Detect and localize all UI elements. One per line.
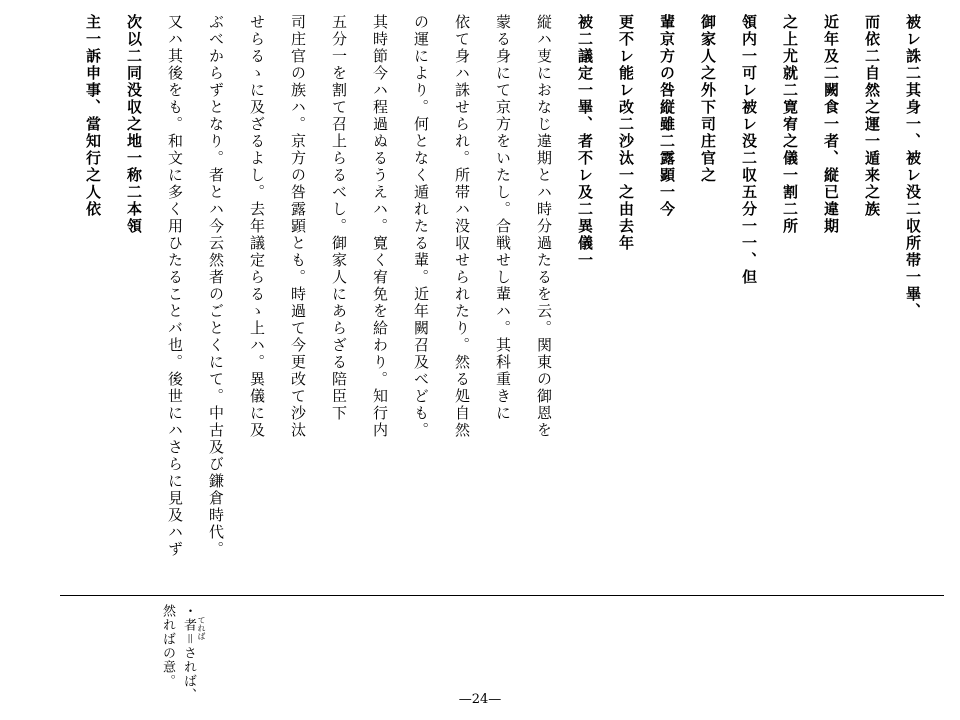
- commentary-line: せらるゝに及ざるよし。去年議定らるゝ上ハ。異儀に及: [248, 14, 266, 439]
- commentary-line: 五分一を割て召上らるべし。御家人にあらざる陪臣下: [330, 14, 348, 422]
- commentary-line: 蒙る身にて京方をいたし。合戦せし輩ハ。其科重きに: [494, 14, 512, 422]
- text-line: 近年及二闕食一者、縦已違期: [822, 14, 840, 235]
- page-number: —24—: [458, 692, 502, 707]
- commentary-line: 其時節今ハ程過ぬるうえハ。寛く宥免を給わり。知行内: [371, 14, 389, 439]
- text-line: 被レ誅二其身一、被レ没二収所帯一畢、: [904, 14, 922, 320]
- commentary-line: 縦ハ叓におなじ違期とハ時分過たるを云。関東の御恩を: [535, 14, 553, 439]
- footnote-line: ・者＝されば、: [181, 604, 196, 702]
- text-line: 更不レ能レ改二沙汰一之由去年: [617, 14, 635, 252]
- text-line: 被二議定一畢、者不レ及二異儀一: [576, 14, 594, 269]
- text-line: 而依二自然之運一遁来之族: [863, 14, 881, 218]
- commentary-line: 依て身ハ誅せられ。所帯ハ没収せられたり。然る処自然: [453, 14, 471, 439]
- text-line: 御家人之外下司庄官之: [699, 14, 717, 184]
- vertical-body-text: [40, 14, 920, 589]
- text-line: 之上尤就二寛宥之儀一割二所: [781, 14, 799, 235]
- text-line: 次以二同没収之地一称二本領: [125, 14, 143, 235]
- commentary-line: 司庄官の族ハ。京方の咎露顕とも。時過て今更改て沙汰: [289, 14, 307, 439]
- text-line: 領内一可レ被レ没二収五分一一、但: [740, 14, 758, 286]
- footnote-ruby: てれば: [197, 616, 206, 640]
- footnote: [153, 604, 205, 702]
- text-line: 主一訴申事、當知行之人依: [84, 14, 102, 218]
- footnote-line: 然ればの意。: [160, 604, 175, 688]
- commentary-line: の運により。何となく遁れたる輩。近年闕召及べども。: [412, 14, 430, 439]
- footnote-divider: [60, 595, 944, 596]
- text-line: 輩京方の咎縦雖二露顕一今: [658, 14, 676, 218]
- commentary-line: 又ハ其後をも。和文に多く用ひたることバ也。後世にハさらに見及ハず: [166, 14, 184, 558]
- commentary-line: ぶべからずとなり。者とハ今云然者のごとくにて。中古及び鎌倉時代。: [207, 14, 225, 558]
